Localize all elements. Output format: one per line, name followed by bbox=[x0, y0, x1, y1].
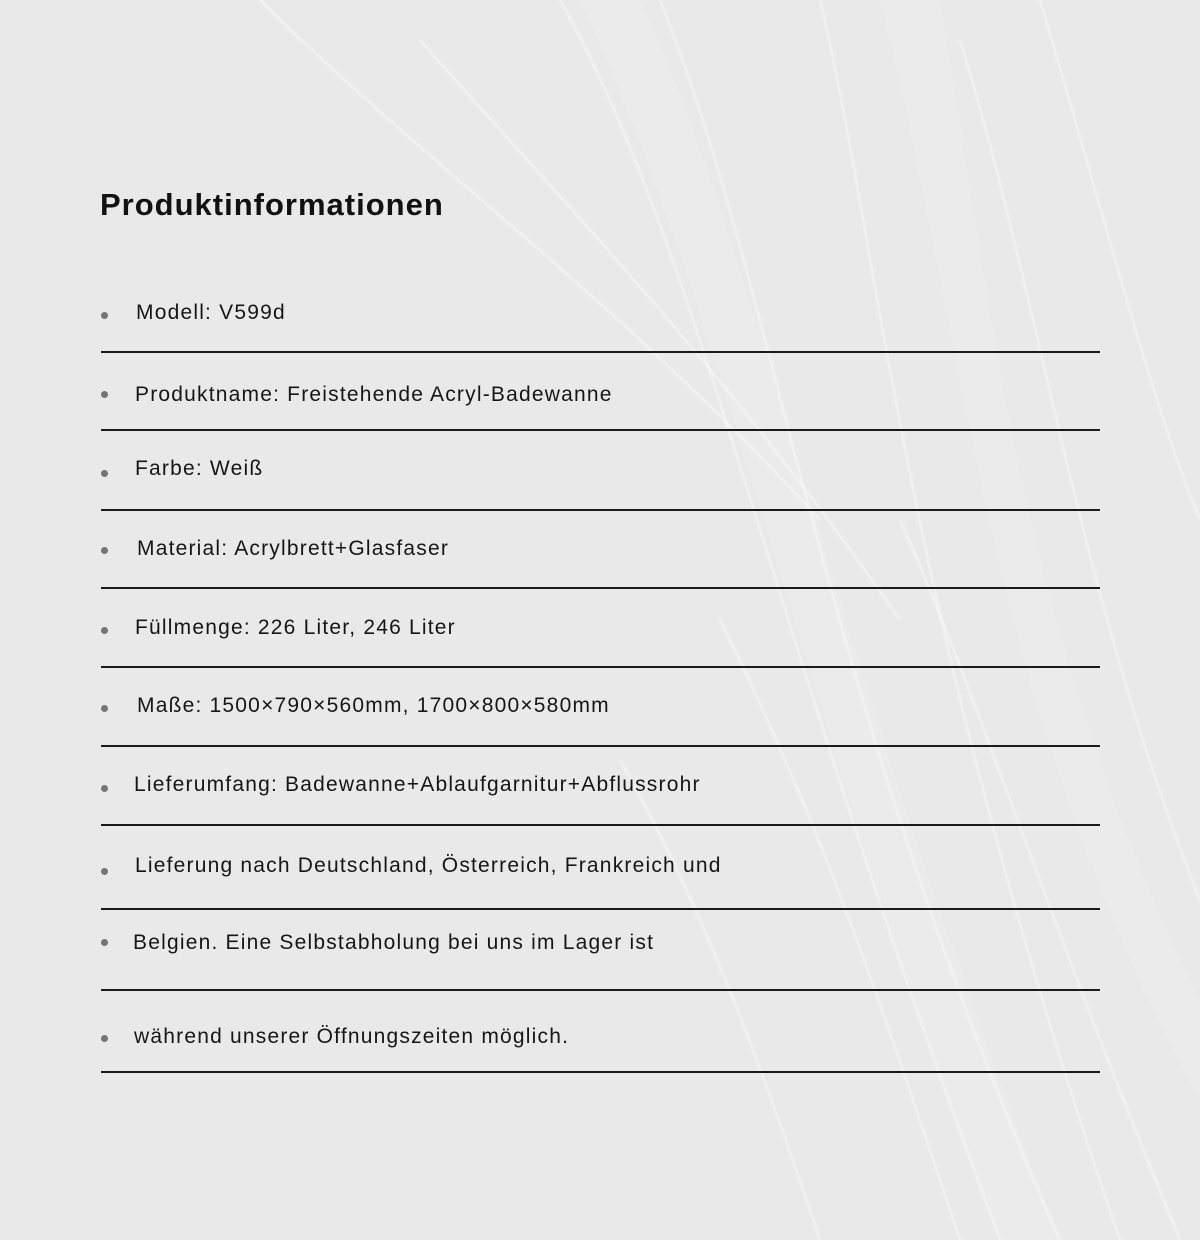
row-divider bbox=[101, 989, 1100, 991]
row-divider bbox=[101, 509, 1100, 511]
list-item-text: Füllmenge: 226 Liter, 246 Liter bbox=[135, 616, 456, 639]
list-item-text: Lieferung nach Deutschland, Österreich, Frankreich und bbox=[135, 854, 722, 877]
bullet-icon bbox=[101, 547, 108, 554]
list-item-text: Produktname: Freistehende Acryl-Badewanne bbox=[135, 383, 613, 406]
bullet-icon bbox=[101, 785, 108, 792]
list-item-text: Belgien. Eine Selbstabholung bei uns im Lager ist bbox=[133, 931, 655, 954]
bullet-icon bbox=[101, 1035, 108, 1042]
row-divider bbox=[101, 666, 1100, 668]
bullet-icon bbox=[101, 868, 108, 875]
row-divider bbox=[101, 745, 1100, 747]
row-divider bbox=[101, 1071, 1100, 1073]
list-item-text: Material: Acrylbrett+Glasfaser bbox=[137, 537, 450, 560]
list-item-text: Farbe: Weiß bbox=[135, 457, 264, 480]
list-item-text: Maße: 1500×790×560mm, 1700×800×580mm bbox=[137, 694, 610, 717]
row-divider bbox=[101, 908, 1100, 910]
row-divider bbox=[101, 351, 1100, 353]
bullet-icon bbox=[101, 312, 108, 319]
bullet-icon bbox=[101, 939, 108, 946]
bullet-icon bbox=[101, 470, 108, 477]
page-title: Produktinformationen bbox=[100, 187, 444, 222]
list-item-text: Modell: V599d bbox=[136, 301, 286, 324]
row-divider bbox=[101, 824, 1100, 826]
list-item-text: Lieferumfang: Badewanne+Ablaufgarnitur+Abflussrohr bbox=[134, 773, 701, 796]
bullet-icon bbox=[101, 627, 108, 634]
list-item-text: während unserer Öffnungszeiten möglich. bbox=[134, 1025, 570, 1048]
bullet-icon bbox=[101, 391, 108, 398]
row-divider bbox=[101, 429, 1100, 431]
row-divider bbox=[101, 587, 1100, 589]
bullet-icon bbox=[101, 705, 108, 712]
